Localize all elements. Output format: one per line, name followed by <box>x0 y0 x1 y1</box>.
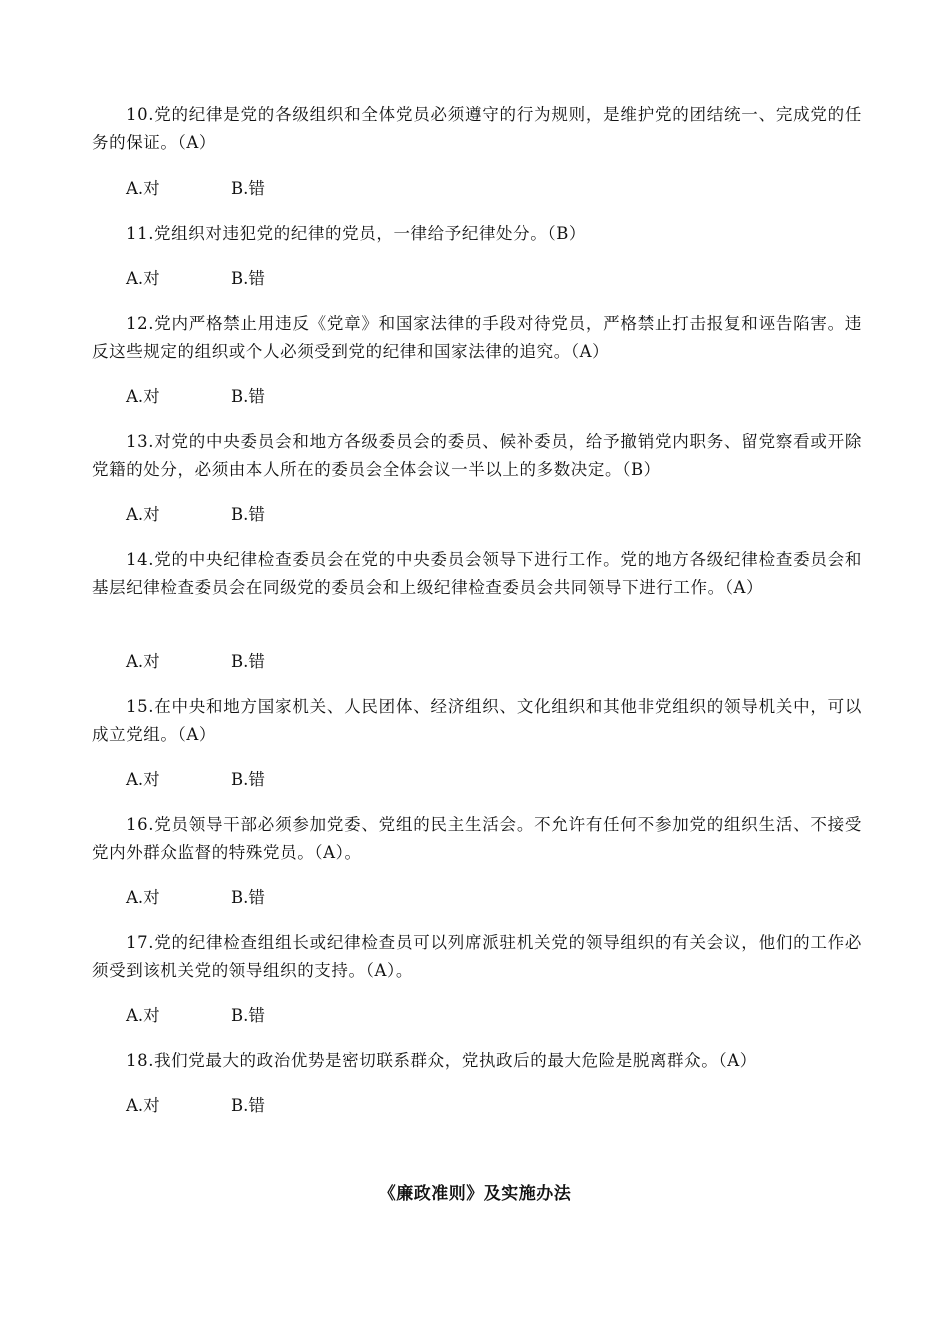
option-a: A.对 <box>126 179 160 198</box>
option-a: A.对 <box>126 269 160 288</box>
option-b: B.错 <box>231 1006 265 1025</box>
options-13 <box>126 503 265 527</box>
option-a: A.对 <box>126 387 160 406</box>
option-b: B.错 <box>231 770 265 789</box>
options-18 <box>126 1094 265 1118</box>
section-title: 《廉政准则》及实施办法 <box>378 1184 572 1204</box>
option-a: A.对 <box>126 888 160 907</box>
question-18: 18.我们党最大的政治优势是密切联系群众，党执政后的最大危险是脱离群众。（A） <box>126 1051 757 1070</box>
options-10 <box>126 177 265 201</box>
option-b: B.错 <box>231 1096 265 1115</box>
options-15 <box>126 768 265 792</box>
options-14 <box>126 650 265 674</box>
question-17: 17.党的纪律检查组组长或纪律检查员可以列席派驻机关党的领导组织的有关会议，他们的工作必须受到该机关党的领导组织的支持。（A）。 <box>92 933 862 980</box>
options-17 <box>126 1004 265 1028</box>
options-12 <box>126 385 265 409</box>
option-a: A.对 <box>126 652 160 671</box>
option-b: B.错 <box>231 179 265 198</box>
option-b: B.错 <box>231 888 265 907</box>
option-a: A.对 <box>126 770 160 789</box>
option-b: B.错 <box>231 269 265 288</box>
option-b: B.错 <box>231 387 265 406</box>
options-16 <box>126 886 265 910</box>
question-11: 11.党组织对违犯党的纪律的党员，一律给予纪律处分。（B） <box>126 224 587 243</box>
option-a: A.对 <box>126 1096 160 1115</box>
question-15: 15.在中央和地方国家机关、人民团体、经济组织、文化组织和其他非党组织的领导机关中，可以成立党组。（A） <box>92 697 862 744</box>
question-10: 10.党的纪律是党的各级组织和全体党员必须遵守的行为规则，是维护党的团结统一、完成党的任务的保证。（A） <box>92 105 862 152</box>
option-b: B.错 <box>231 505 265 524</box>
option-b: B.错 <box>231 652 265 671</box>
question-14: 14.党的中央纪律检查委员会在党的中央委员会领导下进行工作。党的地方各级纪律检查委员会和基层纪律检查委员会在同级党的委员会和上级纪律检查委员会共同领导下进行工作。（A） <box>92 550 862 597</box>
question-12: 12.党内严格禁止用违反《党章》和国家法律的手段对待党员，严格禁止打击报复和诬告陷害。违反这些规定的组织或个人必须受到党的纪律和国家法律的追究。（A） <box>92 314 862 361</box>
question-16: 16.党员领导干部必须参加党委、党组的民主生活会。不允许有任何不参加党的组织生活、不接受党内外群众监督的特殊党员。（A）。 <box>92 815 862 862</box>
option-a: A.对 <box>126 1006 160 1025</box>
option-a: A.对 <box>126 505 160 524</box>
question-13: 13.对党的中央委员会和地方各级委员会的委员、候补委员，给予撤销党内职务、留党察看或开除党籍的处分，必须由本人所在的委员会全体会议一半以上的多数决定。（B） <box>92 432 862 479</box>
options-11 <box>126 267 265 291</box>
